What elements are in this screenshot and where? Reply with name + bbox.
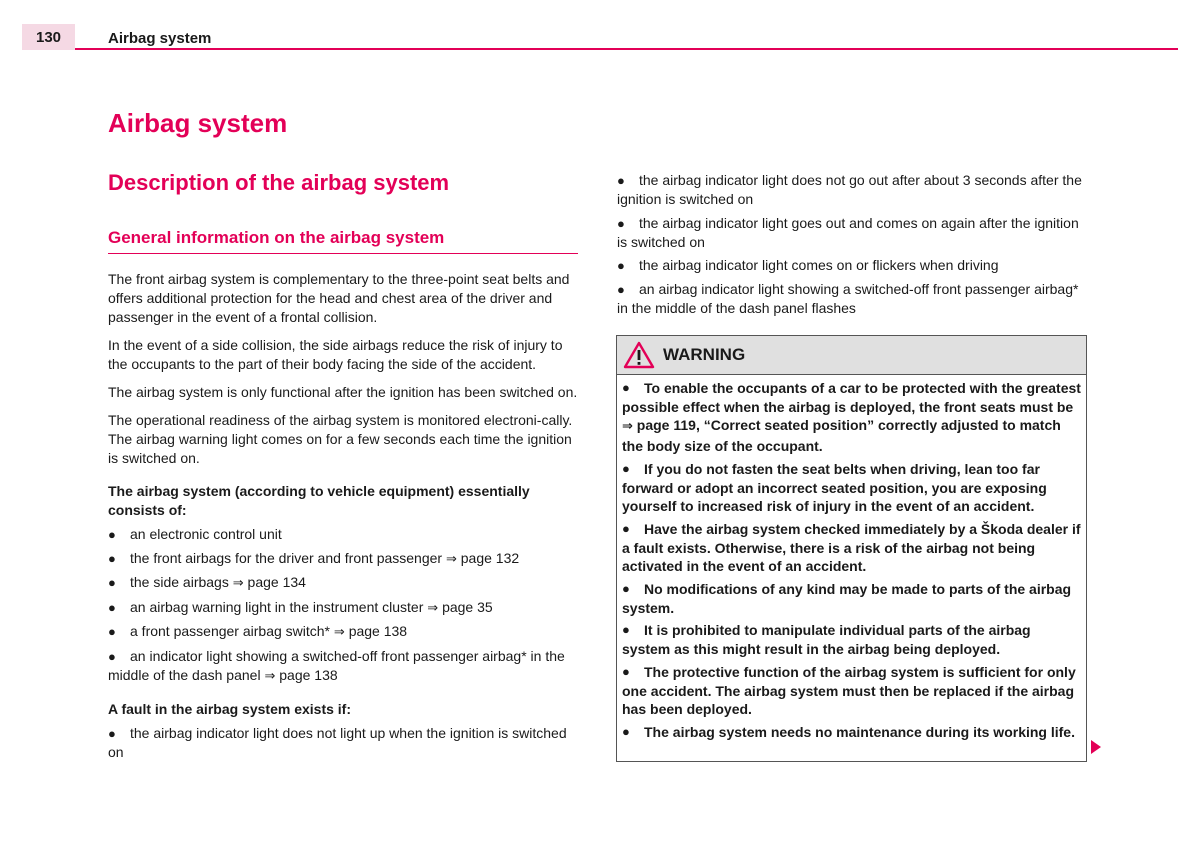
list-item: ● the front airbags for the driver and front passenger ⇒ page 132 [108, 549, 520, 567]
section-title: Description of the airbag system [108, 170, 450, 195]
list-item: ● an electronic control unit [108, 526, 282, 542]
warning-triangle-icon [623, 341, 655, 369]
paragraph: The front airbag system is complementary to the three-point seat belts and offers additional protection for the head and chest area of the driver and passenger in the event of a frontal collision. [108, 271, 570, 325]
running-title: Airbag system [108, 30, 212, 47]
bullet-icon: ● [622, 460, 630, 476]
page-reference-link[interactable]: page 119, “Correct seated position” correctly adjusted to match the body size of the occupant. [622, 417, 1061, 455]
list-item: ● the airbag indicator light goes out and comes on again after the ignition is switched on [617, 214, 1079, 250]
reference-arrow-icon: ⇒ [622, 419, 633, 435]
page-reference-link[interactable]: page 132 [460, 549, 520, 566]
warning-body [617, 375, 1086, 742]
bullet-icon: ● [108, 599, 116, 615]
warning-item: ● To enable the occupants of a car to be protected with the greatest possible effect when the airbag is deployed, the front seats must be ⇒ page 119, “Correct seated position” correctly adjusted to match the body size of the occupant. [622, 380, 1081, 455]
bullet-icon: ● [108, 550, 116, 566]
warning-box [616, 335, 1087, 762]
bullet-icon: ● [622, 380, 630, 395]
page-reference-link[interactable]: page 138 [348, 623, 408, 639]
bullet-icon: ● [108, 648, 116, 664]
paragraph: The airbag system is only functional after the ignition has been switched on. [108, 384, 578, 400]
warning-item: ● If you do not fasten the seat belts when driving, lean too far forward or adopt an incorrect seated position, you are exposing yourself to increased risk of injury in the event of an accident. [622, 460, 1047, 515]
right-column [617, 171, 1087, 322]
page-reference-link[interactable]: page 138 [279, 666, 338, 683]
bullet-icon: ● [622, 723, 630, 739]
list-item: ● an indicator light showing a switched-off front passenger airbag* in the middle of the dash panel ⇒ page 138 [108, 647, 565, 684]
warning-list [622, 379, 1081, 742]
list-item: ● an airbag indicator light showing a switched-off front passenger airbag* in the middle of the dash panel flashes [617, 280, 1079, 316]
reference-arrow-icon: ⇒ [264, 668, 276, 684]
warning-item: ● It is prohibited to manipulate individual parts of the airbag system as this might result in the airbag being deployed. [622, 622, 1031, 658]
warning-item: ● No modifications of any kind may be made to parts of the airbag system. [622, 581, 1072, 616]
bullet-icon: ● [108, 527, 116, 542]
bullet-icon: ● [108, 624, 116, 639]
fault-list-continued [617, 171, 1087, 318]
paragraph: The operational readiness of the airbag system is monitored electroni-cally. The airbag warning light comes on for a few seconds each time the ignition is switched on. [108, 412, 573, 466]
fault-heading: A fault in the airbag system exists if: [108, 700, 351, 717]
bullet-icon: ● [108, 725, 116, 741]
bullet-icon: ● [617, 258, 625, 273]
reference-arrow-icon: ⇒ [333, 625, 345, 640]
fault-list [108, 724, 578, 762]
chapter-title: Airbag system [108, 108, 288, 138]
bullet-icon: ● [622, 581, 630, 597]
page-reference-link[interactable]: page 134 [247, 574, 306, 590]
list-item: ● the airbag indicator light comes on or flickers when driving [617, 257, 999, 273]
subsection-title: General information on the airbag system [108, 228, 578, 254]
components-list [108, 525, 578, 686]
left-column [108, 270, 578, 766]
list-item: ● the side airbags ⇒ page 134 [108, 574, 306, 591]
list-item: ● the airbag indicator light does not go out after about 3 seconds after the ignition is switched on [617, 172, 1082, 207]
reference-arrow-icon: ⇒ [445, 551, 457, 567]
bullet-icon: ● [617, 281, 625, 297]
header-rule [75, 48, 1178, 50]
continue-arrow-icon[interactable] [1090, 740, 1102, 754]
paragraph: In the event of a side collision, the side airbags reduce the risk of injury to the occupants to the part of their body facing the side of the accident. [108, 337, 563, 372]
list-item: ● an airbag warning light in the instrument cluster ⇒ page 35 [108, 598, 493, 616]
bullet-icon: ● [622, 622, 630, 638]
warning-title: WARNING [663, 345, 746, 364]
bullet-icon: ● [108, 575, 116, 590]
list-item: ● a front passenger airbag switch* ⇒ page 138 [108, 623, 408, 640]
page-reference-link[interactable]: page 35 [442, 598, 493, 615]
page-number: 130 [22, 24, 75, 50]
list-item: ● the airbag indicator light does not light up when the ignition is switched on [108, 724, 567, 760]
bullet-icon: ● [617, 215, 625, 231]
warning-item: ● The airbag system needs no maintenance during its working life. [622, 723, 1075, 740]
bullet-icon: ● [617, 173, 625, 188]
bullet-icon: ● [622, 520, 630, 536]
warning-header [617, 336, 1086, 375]
warning-item: ● The protective function of the airbag system is sufficient for only one accident. The airbag system must then be replaced if the airbag has been deployed. [622, 663, 1076, 718]
reference-arrow-icon: ⇒ [427, 600, 439, 616]
reference-arrow-icon: ⇒ [232, 576, 244, 591]
warning-item: ● Have the airbag system checked immediately by a Škoda dealer if a fault exists. Otherwise, there is a risk of the airbag not being activated in the event of an accident. [622, 520, 1081, 575]
bullet-icon: ● [622, 663, 630, 679]
components-heading: The airbag system (according to vehicle equipment) essentially consists of: [108, 483, 530, 518]
